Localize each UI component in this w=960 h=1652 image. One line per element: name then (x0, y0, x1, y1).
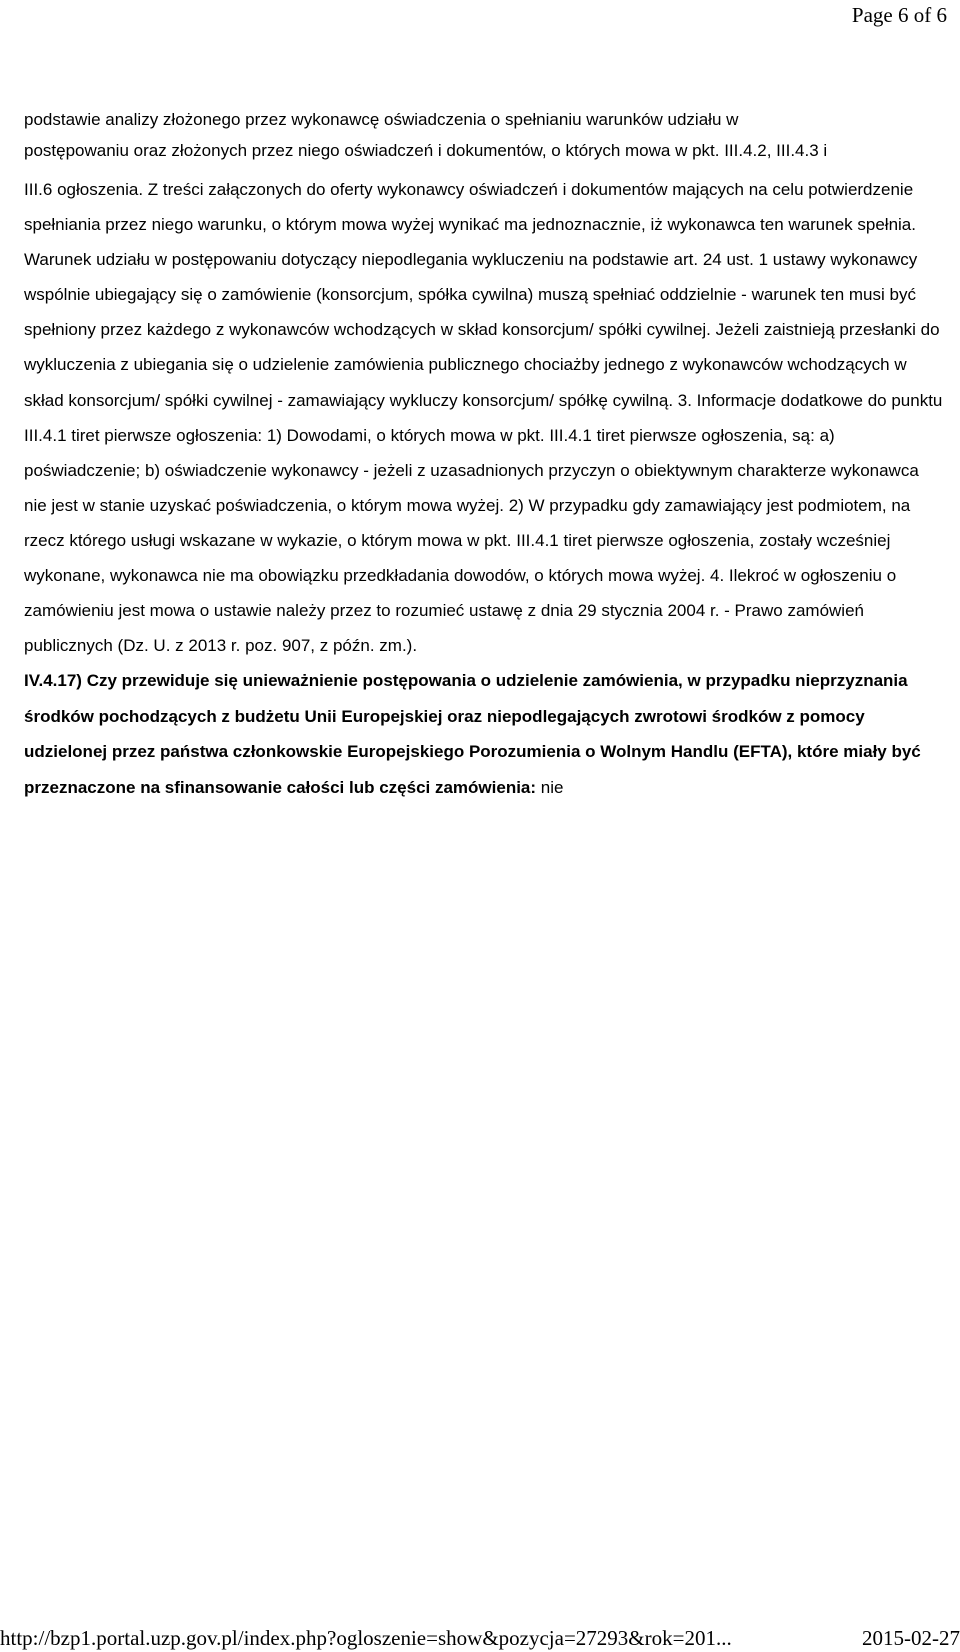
section-question: IV.4.17) Czy przewiduje się unieważnienie postępowania o udzielenie zamówienia, w przypadku nieprzyznania środków pochodzących z budżetu Unii Europejskiej oraz niepodlegających zwrotowi środków z pomocy udzielonej przez państwa członkowskie Europejskiego Porozumienia o Wolnym Handlu (EFTA), które miały być przeznaczone na sfinansowanie całości lub części zamówienia: (24, 671, 921, 797)
section-answer: nie (540, 777, 564, 797)
paragraph-continuation: III.6 ogłoszenia. Z treści załączonych do oferty wykonawcy oświadczeń i dokumentów mających na celu potwierdzenie spełniania przez niego warunku, o którym mowa wyżej wynikać ma jednoznacznie, iż wykonawca ten warunek spełnia. Warunek udziału w postępowaniu dotyczący niepodlegania wykluczeniu na podstawie art. 24 ust. 1 ustawy wykonawcy wspólnie ubiegający się o zamówienie (konsorcjum, spółka cywilna) muszą spełniać oddzielnie - warunek ten musi być spełniony przez każdego z wykonawców wchodzących w skład konsorcjum/ spółki cywilnej. Jeżeli zaistnieją przesłanki do wykluczenia z ubiegania się o udzielenie zamówienia publicznego chociażby jednego z wykonawców wchodzących w skład konsorcjum/ spółki cywilnej - zamawiający wykluczy konsorcjum/ spółkę cywilną. 3. Informacje dodatkowe do punktu III.4.1 tiret pierwsze ogłoszenia: 1) Dowodami, o których mowa w pkt. III.4.1 tiret pierwsze ogłoszenia, są: a) poświadczenie; b) oświadczenie wykonawcy - jeżeli z uzasadnionych przyczyn o obiektywnym charakterze wykonawca nie jest w stanie uzyskać poświadczenia, o którym mowa wyżej. 2) W przypadku gdy zamawiający jest podmiotem, na rzecz którego usługi wskazane w wykazie, o którym mowa w pkt. III.4.1 tiret pierwsze ogłoszenia, zostały wcześniej wykonane, wykonawca nie ma obowiązku przedkładania dowodów, o których mowa wyżej. 4. Ilekroć w ogłoszeniu o zamówieniu jest mowa o ustawie należy przez to rozumieć ustawę z dnia 29 stycznia 2004 r. - Prawo zamówień publicznych (Dz. U. z 2013 r. poz. 907, z późn. zm.). (24, 180, 943, 656)
document-body (24, 106, 946, 805)
page-number-header: Page 6 of 6 (851, 3, 947, 27)
paragraph-line-1: podstawie analizy złożonego przez wykonawcę oświadczenia o spełnianiu warunków udziału w (24, 110, 739, 129)
page-footer (0, 1624, 960, 1652)
conditions-paragraph (24, 106, 946, 663)
paragraph-line-2: postępowaniu oraz złożonych przez niego oświadczeń i dokumentów, o których mowa w pkt. III.4.2, III.4.3 i (24, 141, 828, 160)
footer-url: http://bzp1.portal.uzp.gov.pl/index.php?ogloszenie=show&pozycja=27293&rok=201... (0, 1626, 732, 1650)
footer-date: 2015-02-27 (862, 1626, 960, 1650)
section-iv-4-17 (24, 663, 946, 805)
